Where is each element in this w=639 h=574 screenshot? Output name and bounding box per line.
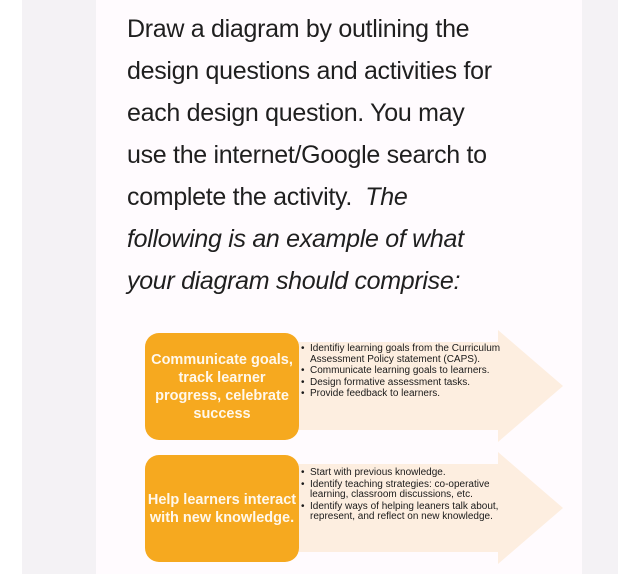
design-question-box: Communicate goals, track learner progress, celebrate success <box>145 333 299 440</box>
diagram-row <box>143 452 563 564</box>
activity-list <box>301 468 501 524</box>
design-diagram <box>143 330 563 570</box>
activity-item: • Provide feedback to learners. <box>301 389 501 400</box>
instructions-text <box>127 8 492 302</box>
activity-item: • Identifiy learning goals from the Curriculum Assessment Policy statement (CAPS). <box>301 344 501 365</box>
instruction-line: your diagram should comprise: <box>127 267 461 295</box>
instruction-line: following is an example of what <box>127 225 464 253</box>
activity-item: • Identify ways of helping leaners talk about, represent, and reflect on new knowledge. <box>301 502 501 523</box>
instruction-line: use the internet/Google search to <box>127 141 487 169</box>
activity-list <box>301 344 501 401</box>
instruction-line: Draw a diagram by outlining the <box>127 15 470 43</box>
diagram-row <box>143 330 563 442</box>
instruction-italic-segment: The <box>365 183 408 211</box>
instruction-line: each design question. You may <box>127 99 465 127</box>
instruction-segment: complete the activity. <box>127 183 366 211</box>
instruction-line <box>127 176 492 218</box>
activity-item: • Communicate learning goals to learners. <box>301 366 501 377</box>
design-question-box: Help learners interact with new knowledge. <box>145 455 299 562</box>
instruction-line: design questions and activities for <box>127 57 492 85</box>
activity-item: • Identify teaching strategies: co-operative learning, classroom discussions, etc. <box>301 480 501 501</box>
activity-item: • Design formative assessment tasks. <box>301 378 501 389</box>
activity-item: • Start with previous knowledge. <box>301 468 501 479</box>
